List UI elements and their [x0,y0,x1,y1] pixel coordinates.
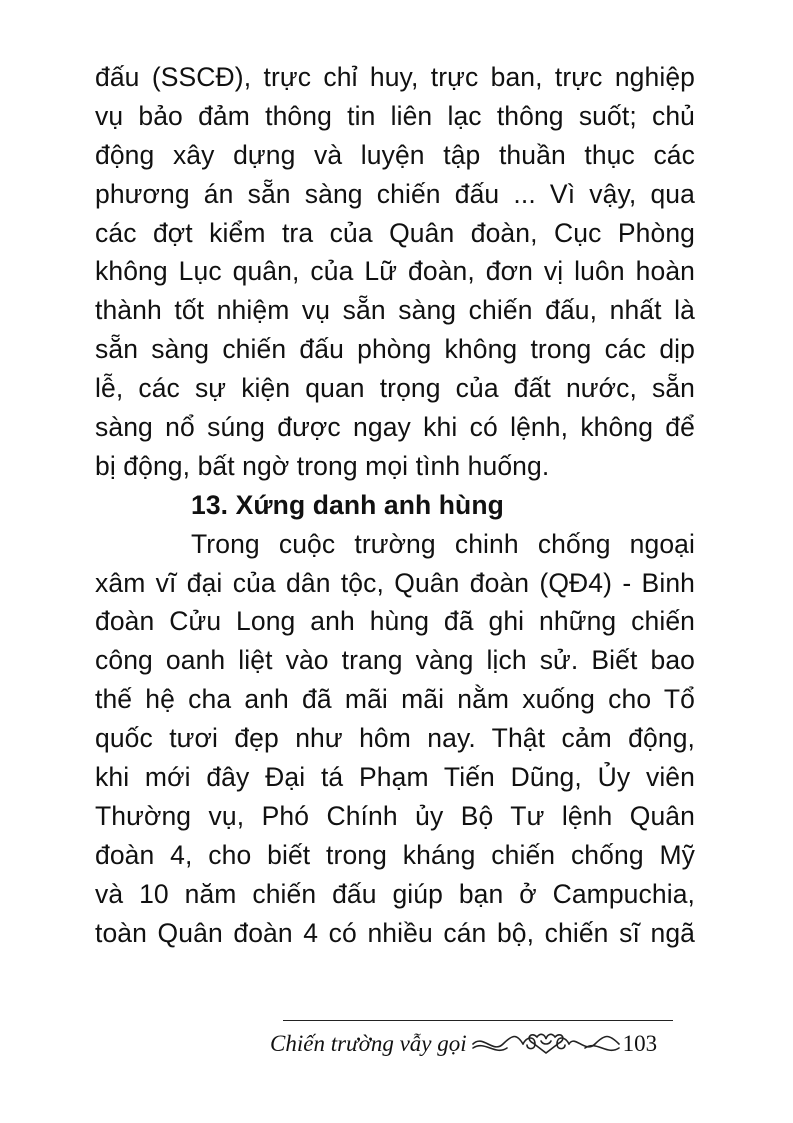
paragraph-line: đoàn 4, cho biết trong kháng chiến chống Mỹ [95,839,695,870]
paragraph-line: đoàn Cửu Long anh hùng đã ghi những chiến [95,606,695,637]
paragraph-line: đấu (SSCĐ), trực chỉ huy, trực ban, trực nghiệp [95,62,695,92]
paragraph-line: Thường vụ, Phó Chính ủy Bộ Tư lệnh Quân [95,800,695,831]
paragraph-line: vụ bảo đảm thông tin liên lạc thông suốt; chủ [95,100,695,131]
paragraph-line: công oanh liệt vào trang vàng lịch sử. Biết bao [95,645,695,676]
paragraph-line: phương án sẵn sàng chiến đấu ... Vì vậy, qua [95,178,695,209]
paragraph-line: động xây dựng và luyện tập thuần thục các [95,139,695,170]
paragraph-line: quốc tươi đẹp như hôm nay. Thật cảm động, [95,723,695,754]
paragraph-line: không Lục quân, của Lữ đoàn, đơn vị luôn hoàn [95,256,695,287]
paragraph-line: sẵn sàng chiến đấu phòng không trong các dịp [95,334,695,365]
body-text [95,58,695,952]
paragraph-line: bị động, bất ngờ trong mọi tình huống. [95,450,550,481]
page-number: 103 [622,1031,658,1056]
section-heading: 13. Xứng danh anh hùng [191,489,504,520]
decorative-flourish-icon [471,1029,621,1059]
footer-rule [283,1020,673,1021]
book-title: Chiến trường vẫy gọi [270,1031,467,1056]
running-footer [270,1026,690,1062]
paragraph-line: sàng nổ súng được ngay khi có lệnh, không để [95,412,695,443]
paragraph-line: Trong cuộc trường chinh chống ngoại [191,528,695,559]
paragraph-line: thế hệ cha anh đã mãi mãi nằm xuống cho Tổ [95,684,695,715]
paragraph-line: xâm vĩ đại của dân tộc, Quân đoàn (QĐ4) - Binh [95,567,695,598]
paragraph-line: khi mới đây Đại tá Phạm Tiến Dũng, Ủy viên [95,762,695,793]
paragraph-line: các đợt kiểm tra của Quân đoàn, Cục Phòng [95,217,695,248]
paragraph-line: toàn Quân đoàn 4 có nhiều cán bộ, chiến sĩ ngã [95,917,695,948]
paragraph-line: và 10 năm chiến đấu giúp bạn ở Campuchia, [95,878,695,909]
paragraph-line: thành tốt nhiệm vụ sẵn sàng chiến đấu, nhất là [95,295,695,326]
paragraph-line: lễ, các sự kiện quan trọng của đất nước, sẵn [95,373,695,404]
